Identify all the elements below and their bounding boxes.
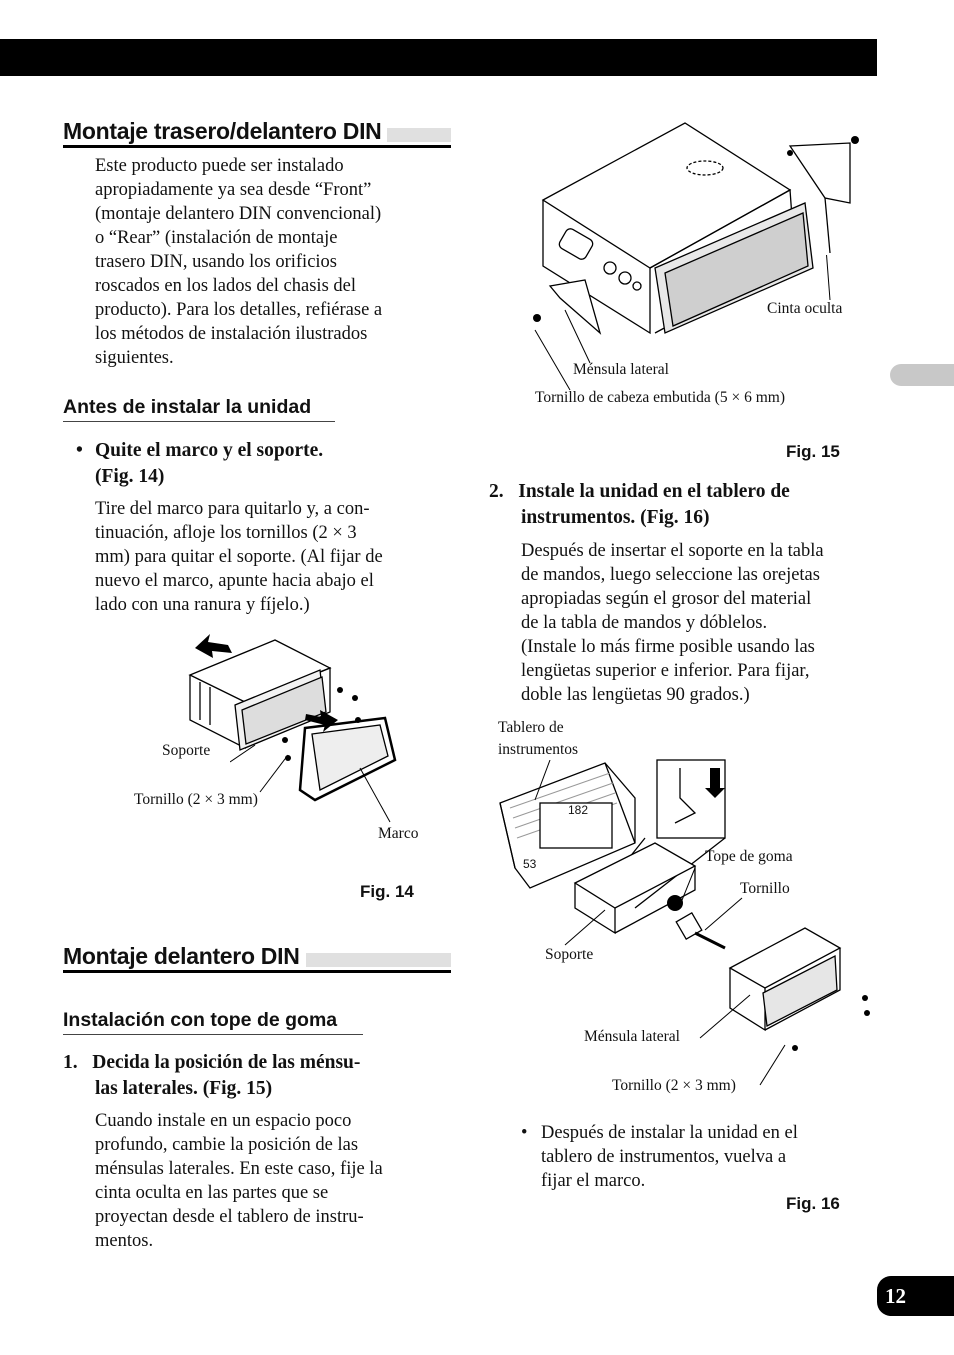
fig15-caption: Fig. 15 bbox=[786, 442, 840, 461]
fig16-dim-53: 53 bbox=[523, 857, 537, 871]
text-line: tinuación, afloje los tornillos (2 × 3 bbox=[95, 523, 357, 543]
text-line: fijar el marco. bbox=[541, 1171, 646, 1191]
fig14-caption: Fig. 14 bbox=[360, 882, 414, 901]
text-line: Cuando instale en un espacio poco bbox=[95, 1111, 352, 1131]
fig15-label-tornillo: Tornillo de cabeza embutida (5 × 6 mm) bbox=[535, 389, 785, 406]
text-line: apropiadamente ya sea desde “Front” bbox=[95, 180, 372, 200]
fig16-label-tope: Tope de goma bbox=[705, 848, 793, 865]
text-line: de la tabla de mandos y dóblelos. bbox=[521, 613, 768, 633]
fig15-leader-lines bbox=[530, 255, 860, 405]
text-line: los métodos de instalación ilustrados bbox=[95, 324, 368, 344]
text-line: proyectan desde el tablero de instru- bbox=[95, 1207, 364, 1227]
text-line: cinta oculta en las partes que se bbox=[95, 1183, 329, 1203]
heading-rubber-stop: Instalación con tope de goma bbox=[63, 1009, 363, 1035]
text-line: Después de instalar la unidad en el bbox=[541, 1123, 798, 1143]
text-line: Quite el marco y el soporte. bbox=[95, 440, 324, 461]
step2-title bbox=[489, 479, 889, 531]
text-line: trasero DIN, usando los orificios bbox=[95, 252, 337, 272]
text-line: doble las lengüetas 90 grados.) bbox=[521, 685, 750, 705]
text-line: (Instale lo más firme posible usando las bbox=[521, 637, 815, 657]
text-line: o “Rear” (instalación de montaje bbox=[95, 228, 338, 248]
bullet-body bbox=[95, 497, 440, 617]
fig14-leader-lines bbox=[230, 740, 400, 830]
header-bar bbox=[0, 39, 877, 76]
intro-paragraph bbox=[95, 154, 445, 370]
heading-text: Montaje delantero DIN bbox=[63, 943, 306, 970]
step2-body bbox=[521, 539, 901, 707]
text-line: instrumentos bbox=[498, 741, 579, 758]
text-line: profundo, cambie la posición de las bbox=[95, 1135, 359, 1155]
fig16-dim-182: 182 bbox=[568, 803, 589, 817]
heading-front-din bbox=[63, 940, 451, 973]
final-bullet-text bbox=[541, 1121, 871, 1193]
text-line: mentos. bbox=[95, 1231, 154, 1251]
final-bullet-dot: • bbox=[521, 1123, 528, 1143]
text-line: producto). Para los detalles, refiérase a bbox=[95, 300, 383, 320]
heading-rear-front-din bbox=[63, 115, 451, 148]
fig14-label-soporte: Soporte bbox=[162, 742, 211, 759]
text-line: ménsulas laterales. En este caso, fije la bbox=[95, 1159, 383, 1179]
text-line: Tire del marco para quitarlo y, a con- bbox=[95, 499, 370, 519]
fig16-label-tornillo2: Tornillo (2 × 3 mm) bbox=[612, 1077, 736, 1094]
bullet-title bbox=[95, 438, 435, 490]
text-line: las laterales. (Fig. 15) bbox=[95, 1078, 273, 1099]
text-line: Tablero de bbox=[498, 719, 564, 736]
text-line: roscados en los lados del chasis del bbox=[95, 276, 356, 296]
text-line: instrumentos. (Fig. 16) bbox=[521, 507, 710, 528]
text-line: 1. Decida la posición de las ménsu- bbox=[63, 1052, 361, 1073]
bullet-dot: • bbox=[76, 440, 83, 461]
section-tab bbox=[890, 364, 954, 386]
fig15-label-cinta: Cinta oculta bbox=[767, 300, 843, 317]
fig14-label-marco: Marco bbox=[378, 825, 419, 842]
step1-body bbox=[95, 1109, 440, 1253]
fig16-label-soporte: Soporte bbox=[545, 946, 594, 963]
text-line: siguientes. bbox=[95, 348, 174, 368]
heading-text: Montaje trasero/delantero DIN bbox=[63, 118, 387, 145]
fig14-label-tornillo: Tornillo (2 × 3 mm) bbox=[134, 791, 258, 808]
fig16-label-mensula: Ménsula lateral bbox=[584, 1028, 680, 1045]
step1-title bbox=[63, 1050, 443, 1102]
page-number: 12 bbox=[877, 1276, 954, 1316]
text-line: tablero de instrumentos, vuelva a bbox=[541, 1147, 787, 1167]
text-line: mm) para quitar el soporte. (Al fijar de bbox=[95, 547, 383, 567]
text-line: lado con una ranura y fíjelo.) bbox=[95, 595, 310, 615]
fig16-caption: Fig. 16 bbox=[786, 1194, 840, 1213]
text-line: Este producto puede ser instalado bbox=[95, 156, 344, 176]
text-line: (Fig. 14) bbox=[95, 466, 165, 487]
text-line: nuevo el marco, apunte hacia abajo el bbox=[95, 571, 374, 591]
text-line: 2. Instale la unidad en el tablero de bbox=[489, 481, 790, 502]
fig16-label-tornillo: Tornillo bbox=[740, 880, 790, 897]
text-line: lengüetas superior e inferior. Para fijar, bbox=[521, 661, 810, 681]
text-line: Después de insertar el soporte en la tabla bbox=[521, 541, 824, 561]
fig15-label-mensula: Ménsula lateral bbox=[573, 361, 669, 378]
text-line: de mandos, luego seleccione las orejetas bbox=[521, 565, 820, 585]
text-line: apropiadas según el grosor del material bbox=[521, 589, 812, 609]
heading-before-install: Antes de instalar la unidad bbox=[63, 396, 335, 422]
text-line: (montaje delantero DIN convencional) bbox=[95, 204, 382, 224]
fig16-label-tablero bbox=[498, 717, 578, 761]
